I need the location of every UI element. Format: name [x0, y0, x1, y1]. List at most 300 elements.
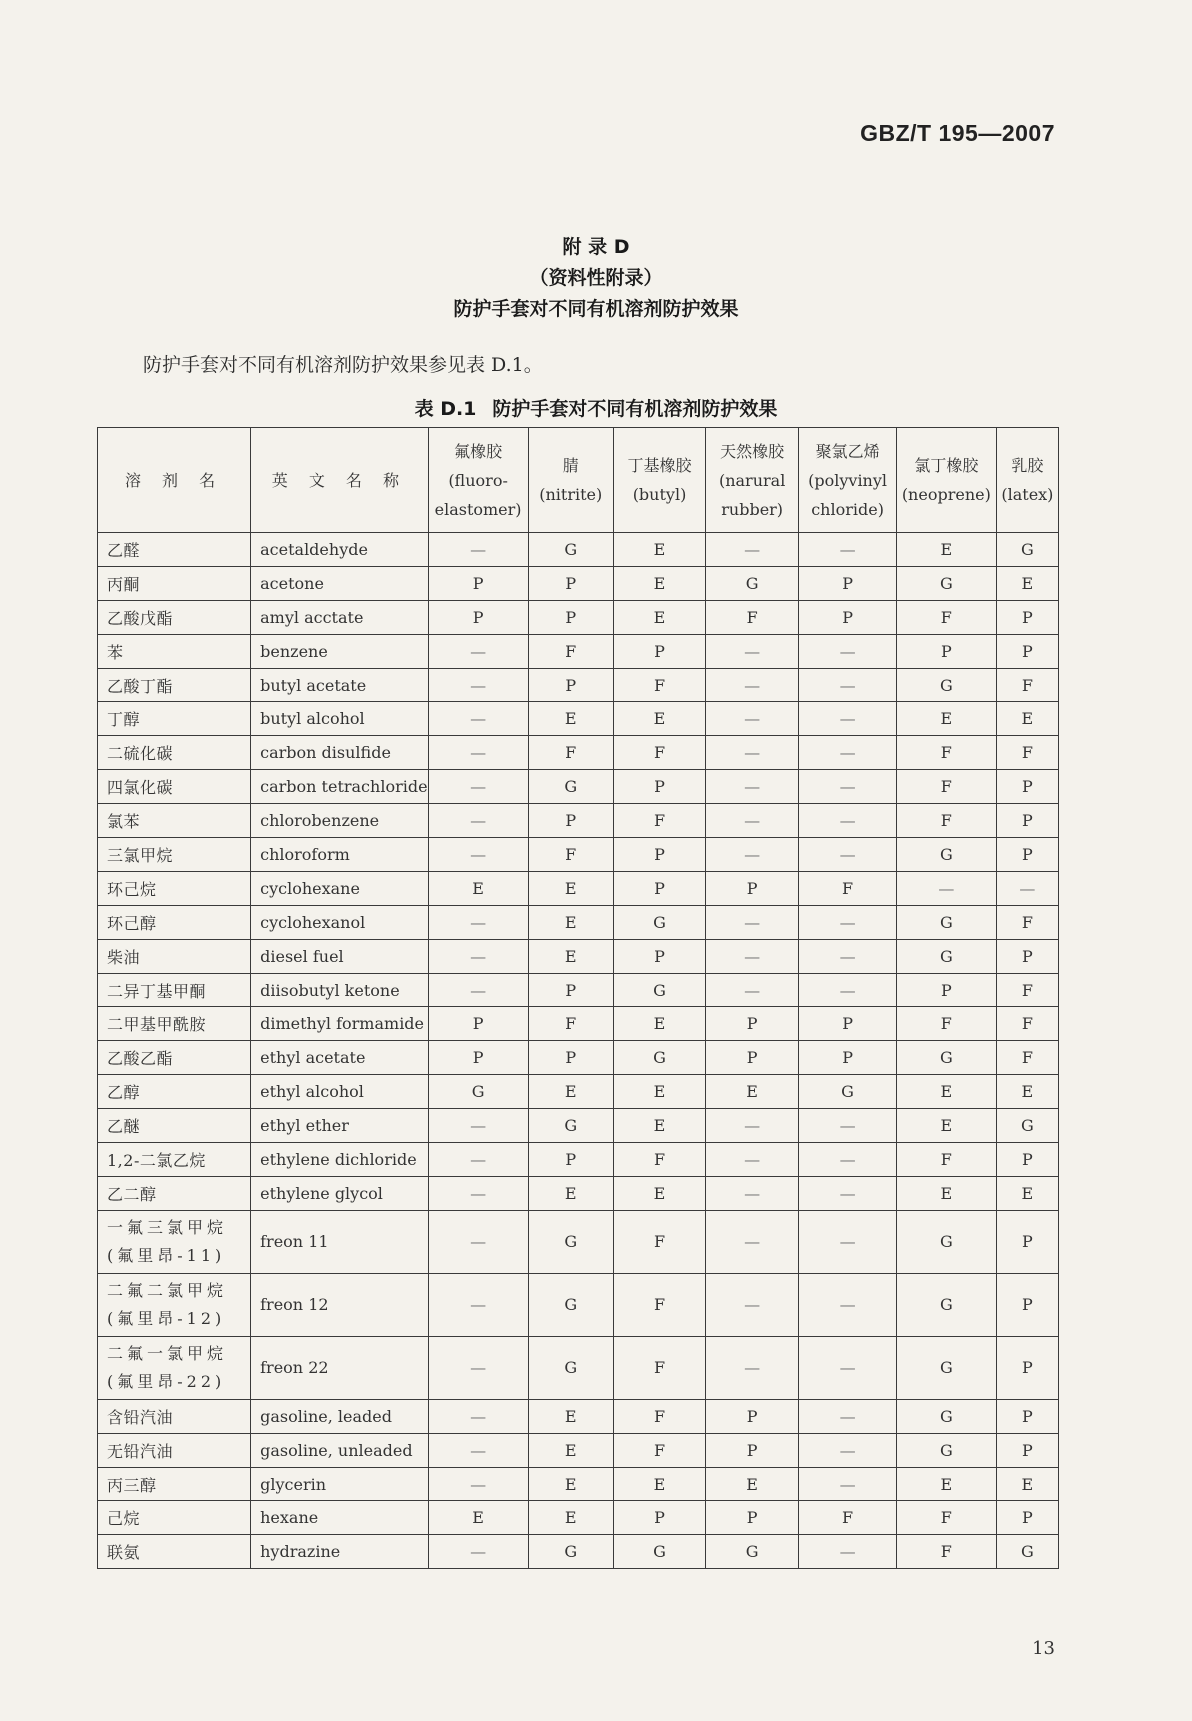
rating-cell: — — [706, 973, 799, 1007]
rating-cell: G — [528, 1535, 613, 1569]
rating-cell: — — [706, 634, 799, 668]
rating-cell: — — [799, 1210, 897, 1273]
rating-cell: G — [896, 668, 996, 702]
rating-cell: G — [896, 1399, 996, 1433]
solvent-name-cell — [98, 1143, 251, 1177]
solvent-name-line: 乙酸丁酯 — [107, 676, 174, 696]
english-name-cell: ethyl alcohol — [251, 1075, 429, 1109]
rating-cell: F — [613, 1143, 705, 1177]
solvent-name-cell — [98, 736, 251, 770]
rating-cell: E — [528, 1433, 613, 1467]
solvent-name-line: 联氨 — [107, 1543, 141, 1563]
rating-cell: F — [799, 871, 897, 905]
rating-cell: — — [799, 1467, 897, 1501]
rating-cell: F — [528, 838, 613, 872]
rating-cell: P — [528, 804, 613, 838]
rating-cell: — — [706, 804, 799, 838]
rating-cell: E — [896, 1075, 996, 1109]
english-name-cell: ethylene dichloride — [251, 1143, 429, 1177]
english-name-cell: ethyl ether — [251, 1109, 429, 1143]
rating-cell: E — [996, 566, 1058, 600]
table-row — [98, 905, 1059, 939]
english-name-cell: freon 22 — [251, 1336, 429, 1399]
solvent-name-line: (氟里昂-12) — [107, 1308, 226, 1328]
rating-cell: G — [896, 1336, 996, 1399]
rating-cell: P — [996, 1336, 1058, 1399]
table-row — [98, 973, 1059, 1007]
rating-cell: G — [528, 533, 613, 567]
header-line: elastomer) — [434, 499, 522, 519]
rating-cell: G — [706, 566, 799, 600]
rating-cell: E — [613, 600, 705, 634]
solvent-name-line: 乙二醇 — [107, 1184, 157, 1204]
col-natural-rubber-header — [706, 428, 799, 533]
rating-cell: F — [528, 1007, 613, 1041]
rating-cell: G — [528, 1336, 613, 1399]
rating-cell: F — [613, 668, 705, 702]
rating-cell: — — [799, 770, 897, 804]
solvent-name-cell — [98, 1399, 251, 1433]
rating-cell: G — [799, 1075, 897, 1109]
rating-cell: F — [896, 736, 996, 770]
table-row — [98, 1176, 1059, 1210]
col-latex-header — [996, 428, 1058, 533]
rating-cell: F — [613, 1433, 705, 1467]
rating-cell: F — [996, 905, 1058, 939]
standard-code: GBZ/T 195—2007 — [860, 120, 1055, 146]
solvent-name-line: 四氯化碳 — [107, 778, 174, 798]
rating-cell: E — [896, 1109, 996, 1143]
rating-cell: F — [613, 1210, 705, 1273]
solvent-name-line: 二氟一氯甲烷 — [107, 1343, 228, 1363]
table-row — [98, 1467, 1059, 1501]
rating-cell: — — [428, 973, 528, 1007]
rating-cell: G — [896, 905, 996, 939]
rating-cell: P — [996, 804, 1058, 838]
rating-cell: G — [896, 1041, 996, 1075]
rating-cell: E — [613, 1007, 705, 1041]
rating-cell: P — [706, 1501, 799, 1535]
rating-cell: P — [799, 1007, 897, 1041]
rating-cell: P — [996, 838, 1058, 872]
rating-cell: F — [613, 804, 705, 838]
table-row — [98, 1143, 1059, 1177]
solvent-name-line: (氟里昂-22) — [107, 1371, 226, 1391]
solvent-name-line: 乙醚 — [107, 1117, 141, 1137]
rating-cell: — — [428, 1210, 528, 1273]
rating-cell: — — [428, 1176, 528, 1210]
rating-cell: P — [706, 1041, 799, 1075]
solvent-name-cell — [98, 566, 251, 600]
solvent-name-cell — [98, 939, 251, 973]
glove-protection-table — [97, 427, 1059, 1569]
rating-cell: F — [613, 1399, 705, 1433]
table-row — [98, 1535, 1059, 1569]
solvent-name-cell — [98, 600, 251, 634]
rating-cell: G — [896, 566, 996, 600]
table-body — [98, 533, 1059, 1569]
rating-cell: — — [428, 905, 528, 939]
solvent-name-line: 三氯甲烷 — [107, 845, 174, 865]
solvent-name-line: 含铅汽油 — [107, 1407, 174, 1427]
header-line: 天然橡胶 — [720, 441, 785, 461]
table-row — [98, 1007, 1059, 1041]
header-line: (fluoro- — [448, 470, 508, 490]
solvent-name-cell — [98, 1336, 251, 1399]
rating-cell: — — [799, 973, 897, 1007]
table-row — [98, 804, 1059, 838]
rating-cell: G — [428, 1075, 528, 1109]
solvent-name-cell — [98, 1433, 251, 1467]
header-line: 氟橡胶 — [454, 441, 503, 461]
solvent-name-cell — [98, 770, 251, 804]
english-name-cell: hydrazine — [251, 1535, 429, 1569]
solvent-name-cell — [98, 1535, 251, 1569]
table-caption-number: 表 D.1 — [414, 398, 477, 420]
solvent-name-line: 乙醇 — [107, 1083, 141, 1103]
rating-cell: — — [706, 1336, 799, 1399]
header-line: (narural — [718, 470, 786, 490]
rating-cell: G — [613, 973, 705, 1007]
table-row — [98, 1210, 1059, 1273]
rating-cell: — — [996, 871, 1058, 905]
rating-cell: — — [706, 533, 799, 567]
english-name-cell: ethyl acetate — [251, 1041, 429, 1075]
rating-cell: — — [706, 1273, 799, 1336]
intro-paragraph: 防护手套对不同有机溶剂防护效果参见表 D.1。 — [143, 354, 543, 376]
rating-cell: — — [428, 1109, 528, 1143]
table-row — [98, 702, 1059, 736]
english-name-cell: chlorobenzene — [251, 804, 429, 838]
rating-cell: P — [428, 1041, 528, 1075]
rating-cell: F — [896, 1143, 996, 1177]
english-name-cell: cyclohexane — [251, 871, 429, 905]
rating-cell: P — [613, 838, 705, 872]
rating-cell: E — [428, 871, 528, 905]
english-name-cell: carbon disulfide — [251, 736, 429, 770]
rating-cell: E — [613, 1075, 705, 1109]
solvent-name-cell — [98, 1467, 251, 1501]
rating-cell: — — [799, 1273, 897, 1336]
rating-cell: G — [528, 770, 613, 804]
rating-cell: P — [706, 871, 799, 905]
rating-cell: G — [896, 1273, 996, 1336]
solvent-name-cell — [98, 1075, 251, 1109]
rating-cell: P — [613, 770, 705, 804]
solvent-name-cell — [98, 838, 251, 872]
rating-cell: E — [613, 533, 705, 567]
table-row — [98, 1501, 1059, 1535]
rating-cell: — — [428, 668, 528, 702]
col-polyvinyl-chloride-header — [799, 428, 897, 533]
rating-cell: F — [799, 1501, 897, 1535]
rating-cell: P — [799, 1041, 897, 1075]
solvent-name-cell — [98, 533, 251, 567]
table-row — [98, 1075, 1059, 1109]
rating-cell: P — [428, 600, 528, 634]
header-line: 英 文 名 称 — [271, 470, 408, 490]
english-name-cell: diesel fuel — [251, 939, 429, 973]
header-line: (butyl) — [632, 485, 687, 504]
rating-cell: F — [996, 1041, 1058, 1075]
rating-cell: — — [799, 702, 897, 736]
solvent-name-line: 二异丁基甲酮 — [107, 981, 207, 1001]
solvent-name-cell — [98, 1041, 251, 1075]
solvent-name-cell — [98, 634, 251, 668]
rating-cell: E — [996, 1467, 1058, 1501]
rating-cell: — — [799, 668, 897, 702]
header-line: rubber) — [721, 499, 784, 519]
solvent-name-line: 环己醇 — [107, 913, 157, 933]
rating-cell: P — [996, 1143, 1058, 1177]
rating-cell: — — [428, 1535, 528, 1569]
rating-cell: — — [799, 1433, 897, 1467]
solvent-name-cell — [98, 1007, 251, 1041]
rating-cell: — — [799, 1109, 897, 1143]
table-row — [98, 838, 1059, 872]
rating-cell: P — [613, 1501, 705, 1535]
english-name-cell: ethylene glycol — [251, 1176, 429, 1210]
solvent-name-cell — [98, 1109, 251, 1143]
english-name-cell: chloroform — [251, 838, 429, 872]
rating-cell: E — [896, 1467, 996, 1501]
solvent-name-line: 乙酸戊酯 — [107, 608, 174, 628]
solvent-name-cell — [98, 871, 251, 905]
rating-cell: — — [428, 1399, 528, 1433]
rating-cell: P — [428, 566, 528, 600]
english-name-cell: amyl acctate — [251, 600, 429, 634]
table-row — [98, 668, 1059, 702]
col-neoprene-header — [896, 428, 996, 533]
rating-cell: P — [996, 600, 1058, 634]
solvent-name-line: 1,2-二氯乙烷 — [107, 1150, 206, 1170]
rating-cell: — — [706, 770, 799, 804]
rating-cell: E — [528, 871, 613, 905]
table-caption-title: 防护手套对不同有机溶剂防护效果 — [492, 398, 778, 420]
rating-cell: — — [896, 871, 996, 905]
col-butyl-header — [613, 428, 705, 533]
solvent-name-line: 一氟三氯甲烷 — [107, 1217, 228, 1237]
rating-cell: G — [896, 838, 996, 872]
rating-cell: F — [528, 634, 613, 668]
rating-cell: E — [528, 1176, 613, 1210]
rating-cell: F — [896, 804, 996, 838]
rating-cell: — — [428, 634, 528, 668]
header-line: (latex) — [1001, 485, 1054, 504]
rating-cell: E — [613, 1109, 705, 1143]
rating-cell: E — [528, 702, 613, 736]
rating-cell: P — [528, 600, 613, 634]
english-name-cell: gasoline, leaded — [251, 1399, 429, 1433]
rating-cell: — — [706, 1109, 799, 1143]
rating-cell: E — [528, 1399, 613, 1433]
rating-cell: G — [528, 1273, 613, 1336]
rating-cell: P — [896, 973, 996, 1007]
appendix-heading — [0, 232, 1192, 325]
rating-cell: P — [706, 1399, 799, 1433]
solvent-name-line: 氯苯 — [107, 812, 141, 832]
rating-cell: P — [996, 1433, 1058, 1467]
english-name-cell: diisobutyl ketone — [251, 973, 429, 1007]
rating-cell: F — [706, 600, 799, 634]
rating-cell: — — [799, 1399, 897, 1433]
table-row — [98, 533, 1059, 567]
rating-cell: F — [996, 736, 1058, 770]
solvent-name-line: 无铅汽油 — [107, 1441, 174, 1461]
rating-cell: F — [613, 1336, 705, 1399]
rating-cell: P — [528, 1143, 613, 1177]
rating-cell: F — [613, 736, 705, 770]
solvent-name-line: 乙酸乙酯 — [107, 1049, 174, 1069]
english-name-cell: cyclohexanol — [251, 905, 429, 939]
header-line: 溶 剂 名 — [124, 470, 224, 490]
rating-cell: G — [896, 1210, 996, 1273]
rating-cell: — — [428, 838, 528, 872]
table-row — [98, 1336, 1059, 1399]
header-line: (polyvinyl — [808, 470, 888, 490]
solvent-name-line: 二硫化碳 — [107, 744, 174, 764]
table-row — [98, 634, 1059, 668]
appendix-label: 附 录 D — [562, 236, 630, 258]
rating-cell: P — [996, 770, 1058, 804]
rating-cell: P — [528, 1041, 613, 1075]
col-english-name-header — [251, 428, 429, 533]
rating-cell: — — [799, 905, 897, 939]
rating-cell: — — [428, 1336, 528, 1399]
rating-cell: — — [799, 1535, 897, 1569]
rating-cell: — — [428, 939, 528, 973]
table-row — [98, 1041, 1059, 1075]
rating-cell: E — [996, 702, 1058, 736]
solvent-name-cell — [98, 1501, 251, 1535]
rating-cell: E — [896, 1176, 996, 1210]
rating-cell: — — [428, 804, 528, 838]
table-row — [98, 1433, 1059, 1467]
rating-cell: — — [799, 1336, 897, 1399]
rating-cell: — — [706, 1176, 799, 1210]
header-line: (neoprene) — [901, 485, 991, 504]
rating-cell: — — [428, 736, 528, 770]
rating-cell: P — [613, 871, 705, 905]
rating-cell: G — [896, 939, 996, 973]
rating-cell: — — [706, 702, 799, 736]
rating-cell: P — [896, 634, 996, 668]
rating-cell: — — [706, 838, 799, 872]
table-row — [98, 600, 1059, 634]
solvent-name-line: 环己烷 — [107, 879, 157, 899]
table-row — [98, 1399, 1059, 1433]
rating-cell: — — [799, 838, 897, 872]
rating-cell: E — [613, 566, 705, 600]
rating-cell: G — [896, 1433, 996, 1467]
rating-cell: G — [706, 1535, 799, 1569]
rating-cell: E — [706, 1467, 799, 1501]
solvent-name-line: 丙三醇 — [107, 1475, 157, 1495]
rating-cell: P — [613, 634, 705, 668]
solvent-name-cell — [98, 1210, 251, 1273]
rating-cell: — — [706, 1210, 799, 1273]
rating-cell: — — [799, 1143, 897, 1177]
english-name-cell: gasoline, unleaded — [251, 1433, 429, 1467]
solvent-name-cell — [98, 905, 251, 939]
rating-cell: E — [528, 1501, 613, 1535]
rating-cell: — — [799, 804, 897, 838]
header-line: 乳胶 — [1011, 456, 1044, 475]
rating-cell: P — [528, 566, 613, 600]
rating-cell: E — [528, 905, 613, 939]
solvent-name-cell — [98, 702, 251, 736]
rating-cell: P — [528, 973, 613, 1007]
header-line: (nitrite) — [539, 485, 603, 504]
rating-cell: G — [996, 533, 1058, 567]
rating-cell: P — [996, 1501, 1058, 1535]
col-solvent-name-header — [98, 428, 251, 533]
rating-cell: P — [996, 939, 1058, 973]
solvent-name-line: 苯 — [107, 642, 124, 662]
table-row — [98, 566, 1059, 600]
rating-cell: — — [799, 1176, 897, 1210]
solvent-name-cell — [98, 804, 251, 838]
rating-cell: P — [706, 1433, 799, 1467]
rating-cell: G — [528, 1109, 613, 1143]
rating-cell: — — [428, 1273, 528, 1336]
table-row — [98, 770, 1059, 804]
rating-cell: G — [613, 905, 705, 939]
table-row — [98, 871, 1059, 905]
rating-cell: E — [528, 1467, 613, 1501]
appendix-title: 防护手套对不同有机溶剂防护效果 — [453, 298, 739, 320]
solvent-name-line: 丙酮 — [107, 574, 141, 594]
header-line: 腈 — [562, 456, 579, 475]
rating-cell: P — [996, 1210, 1058, 1273]
english-name-cell: butyl acetate — [251, 668, 429, 702]
rating-cell: — — [428, 1433, 528, 1467]
rating-cell: P — [613, 939, 705, 973]
rating-cell: G — [613, 1041, 705, 1075]
header-line: 氯丁橡胶 — [914, 456, 979, 475]
header-line: 丁基橡胶 — [627, 456, 692, 475]
solvent-name-cell — [98, 973, 251, 1007]
rating-cell: P — [706, 1007, 799, 1041]
rating-cell: — — [428, 770, 528, 804]
solvent-name-cell — [98, 1273, 251, 1336]
solvent-name-cell — [98, 1176, 251, 1210]
english-name-cell: carbon tetrachloride — [251, 770, 429, 804]
english-name-cell: hexane — [251, 1501, 429, 1535]
rating-cell: P — [799, 566, 897, 600]
col-nitrite-header — [528, 428, 613, 533]
rating-cell: F — [528, 736, 613, 770]
rating-cell: — — [799, 939, 897, 973]
rating-cell: P — [996, 1399, 1058, 1433]
rating-cell: P — [996, 634, 1058, 668]
rating-cell: E — [896, 702, 996, 736]
rating-cell: P — [528, 668, 613, 702]
appendix-type: （资料性附录） — [529, 267, 663, 289]
page-number: 13 — [1032, 1638, 1055, 1659]
header-line: chloride) — [811, 499, 884, 519]
rating-cell: E — [528, 939, 613, 973]
rating-cell: F — [896, 770, 996, 804]
table-row — [98, 1273, 1059, 1336]
english-name-cell: acetaldehyde — [251, 533, 429, 567]
solvent-name-line: 己烷 — [107, 1509, 141, 1529]
rating-cell: F — [996, 668, 1058, 702]
col-fluoroelastomer-header — [428, 428, 528, 533]
rating-cell: G — [996, 1109, 1058, 1143]
rating-cell: — — [799, 533, 897, 567]
solvent-name-line: 乙醛 — [107, 540, 141, 560]
